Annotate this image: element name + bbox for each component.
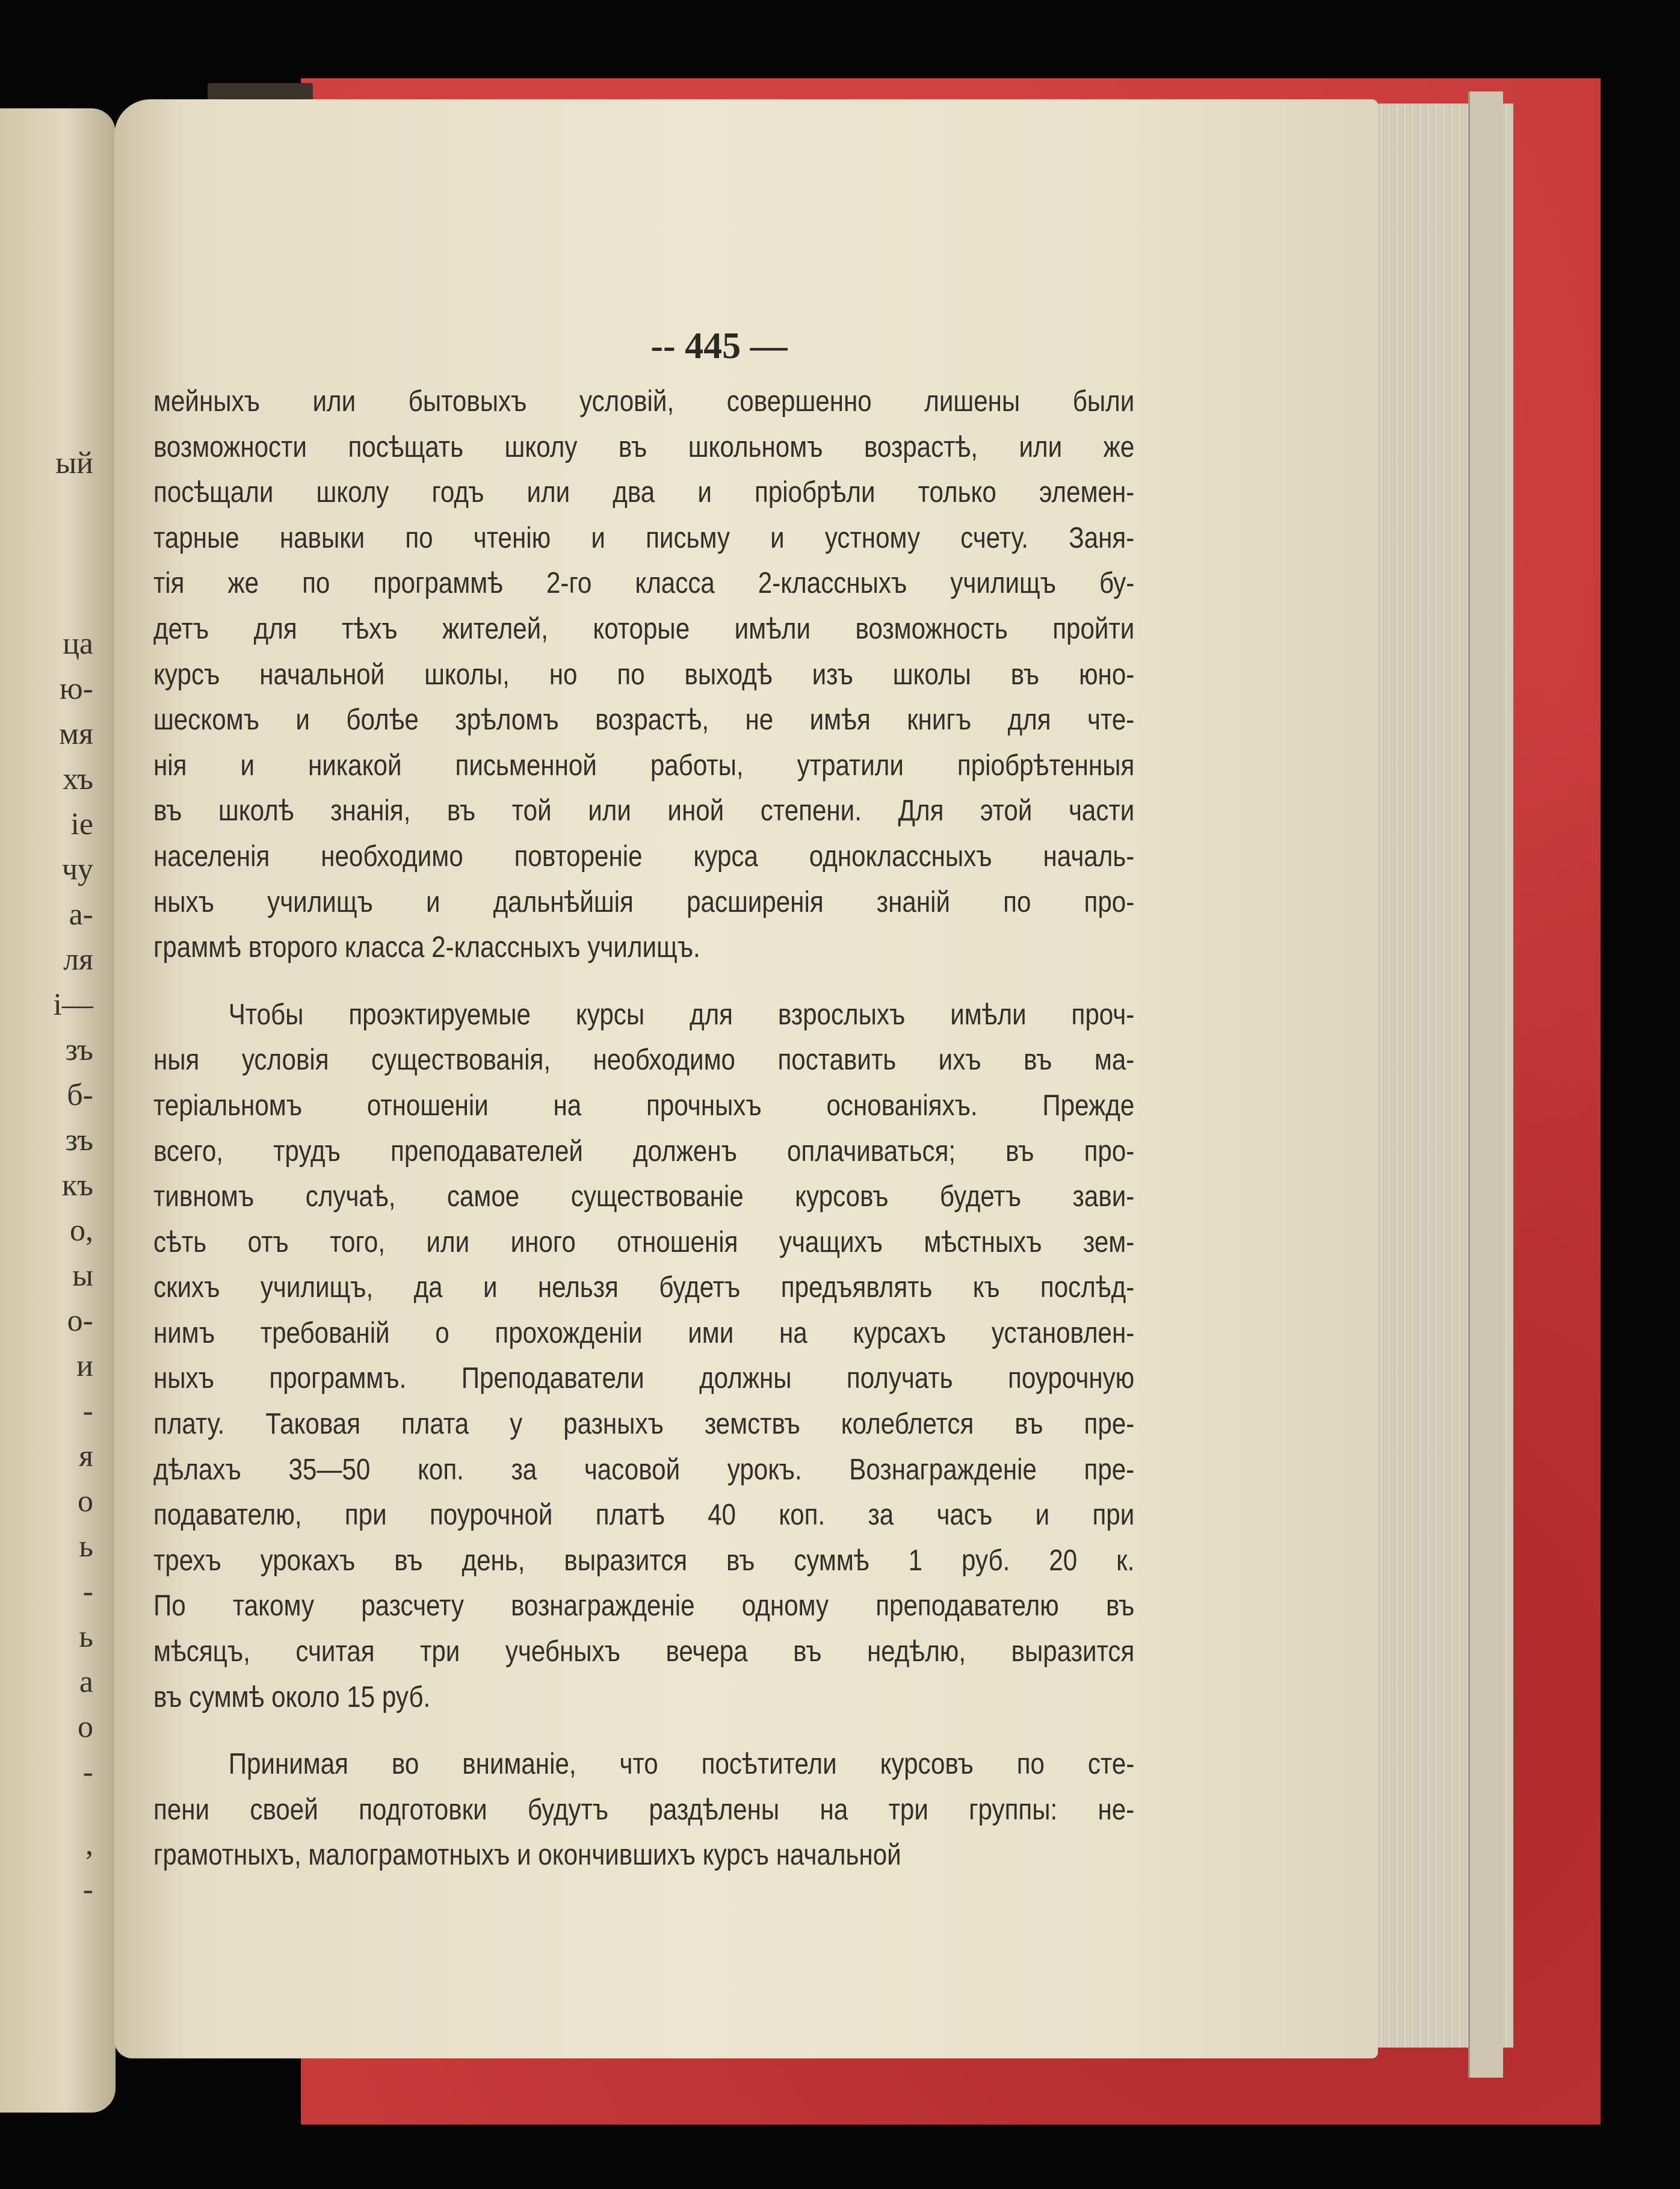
text-line: дѣлахъ 35—50 коп. за часовой урокъ. Вознагражденіе пре- bbox=[153, 1453, 1135, 1486]
left-page-fragment: - bbox=[82, 1872, 93, 1907]
left-page-fragment: - bbox=[82, 1394, 93, 1428]
left-page-fragment: і— bbox=[53, 988, 93, 1022]
text-line: Принимая во вниманіе, что посѣтители курсовъ по сте- bbox=[228, 1748, 1135, 1781]
text-line: детъ для тѣхъ жителей, которые имѣли возможность пройти bbox=[153, 612, 1135, 645]
text-line: плату. Таковая плата у разныхъ земствъ колеблется въ пре- bbox=[153, 1408, 1135, 1441]
left-page-fragment: о bbox=[78, 1710, 93, 1744]
left-page-fragment: хъ bbox=[63, 762, 93, 796]
left-page-fragment: а bbox=[79, 1665, 93, 1699]
left-page-fragment: ы bbox=[72, 1259, 93, 1293]
paragraph-gap bbox=[153, 971, 1134, 992]
right-page bbox=[114, 99, 1378, 2058]
text-line: въ суммѣ около 15 руб. bbox=[153, 1680, 431, 1714]
page-edges bbox=[1360, 104, 1513, 2048]
left-page-fragment: іе bbox=[70, 807, 93, 841]
page-number: -- 445 — bbox=[650, 326, 788, 367]
left-page-fragment: а- bbox=[69, 897, 93, 932]
left-page-fragment: о bbox=[78, 1484, 93, 1519]
left-page-fragment: зъ bbox=[65, 1123, 93, 1157]
text-line: ныхъ программъ. Преподаватели должны получать поурочную bbox=[153, 1362, 1135, 1395]
text-line: трехъ урокахъ въ день, выразится въ суммѣ 1 руб. 20 к. bbox=[153, 1544, 1135, 1577]
text-line: населенія необходимо повтореніе курса одноклассныхъ началь- bbox=[153, 840, 1135, 873]
text-line: По такому разсчету вознагражденіе одному преподавателю въ bbox=[153, 1590, 1135, 1623]
left-page-fragment: ца bbox=[63, 627, 93, 661]
text-line: ныхъ училищъ и дальнѣйшія расширенія знаній по про- bbox=[153, 885, 1135, 918]
left-page-fragment: , bbox=[85, 1827, 93, 1862]
left-page-fragment: о, bbox=[70, 1213, 93, 1248]
text-line: тарные навыки по чтенію и письму и устному счету. Заня- bbox=[153, 521, 1135, 554]
text-line: шескомъ и болѣе зрѣломъ возрастѣ, не имѣя книгъ для чте- bbox=[153, 704, 1135, 737]
text-line: нія и никакой письменной работы, утратили пріобрѣтенныя bbox=[153, 749, 1135, 782]
text-line: всего, трудъ преподавателей долженъ оплачиваться; въ про- bbox=[153, 1135, 1135, 1168]
text-line: Чтобы проэктируемые курсы для взрослыхъ имѣли проч- bbox=[228, 998, 1135, 1031]
text-line: грамотныхъ, малограмотныхъ и окончившихъ курсъ начальной bbox=[153, 1839, 901, 1872]
left-page-fragment: зъ bbox=[65, 1033, 93, 1067]
left-page-fragment: къ bbox=[61, 1168, 93, 1203]
left-page-fragment: ь bbox=[79, 1620, 93, 1654]
text-line: мейныхъ или бытовыхъ условій, совершенно лишены были bbox=[153, 385, 1135, 418]
left-page-fragment: мя bbox=[59, 717, 93, 751]
page-body-text bbox=[153, 379, 1134, 1878]
text-line: въ школѣ знанія, въ той или иной степени. Для этой части bbox=[153, 794, 1135, 828]
left-page-fragment: чу bbox=[61, 852, 93, 887]
text-line: теріальномъ отношеніи на прочныхъ основаніяхъ. Прежде bbox=[153, 1089, 1135, 1122]
text-line: подавателю, при поурочной платѣ 40 коп. за часъ и при bbox=[153, 1499, 1135, 1532]
text-line: скихъ училищъ, да и нельзя будетъ предъявлять къ послѣд- bbox=[153, 1271, 1135, 1304]
left-page-fragment: ый bbox=[55, 446, 93, 480]
text-line: тивномъ случаѣ, самое существованіе курсовъ будетъ зави- bbox=[153, 1180, 1135, 1213]
text-line: сѣть отъ того, или иного отношенія учащихъ мѣстныхъ зем- bbox=[153, 1225, 1135, 1259]
text-line: возможности посѣщать школу въ школьномъ возрастѣ, или же bbox=[153, 430, 1135, 463]
left-page-fragment: ля bbox=[63, 943, 93, 977]
left-page-fragment: ь bbox=[79, 1529, 93, 1564]
left-page-fragment: - bbox=[82, 1755, 93, 1789]
text-line: курсъ начальной школы, но по выходѣ изъ школы въ юно- bbox=[153, 658, 1135, 691]
left-page-fragment: и bbox=[76, 1349, 93, 1383]
text-line: нимъ требованій о прохожденіи ими на курсахъ установлен- bbox=[153, 1316, 1135, 1349]
left-page bbox=[0, 108, 116, 2113]
left-page-fragment: - bbox=[82, 1574, 93, 1609]
left-page-fragment: о- bbox=[67, 1304, 93, 1338]
text-line: посѣщали школу годъ или два и пріобрѣли только элемен- bbox=[153, 476, 1135, 509]
paragraph-gap bbox=[153, 1720, 1134, 1742]
text-line: граммѣ второго класса 2-классныхъ училищъ. bbox=[153, 931, 700, 964]
text-line: тія же по программѣ 2-го класса 2-классныхъ училищъ бу- bbox=[153, 567, 1135, 600]
left-page-fragment: б- bbox=[67, 1078, 93, 1112]
text-line: ныя условія существованія, необходимо поставить ихъ въ ма- bbox=[153, 1044, 1135, 1077]
left-page-fragment: я bbox=[79, 1439, 93, 1473]
text-line: пени своей подготовки будутъ раздѣлены на три группы: не- bbox=[153, 1793, 1135, 1826]
left-page-fragment: ю- bbox=[59, 672, 93, 706]
text-line: мѣсяцъ, считая три учебныхъ вечера въ недѣлю, выразится bbox=[153, 1635, 1135, 1668]
